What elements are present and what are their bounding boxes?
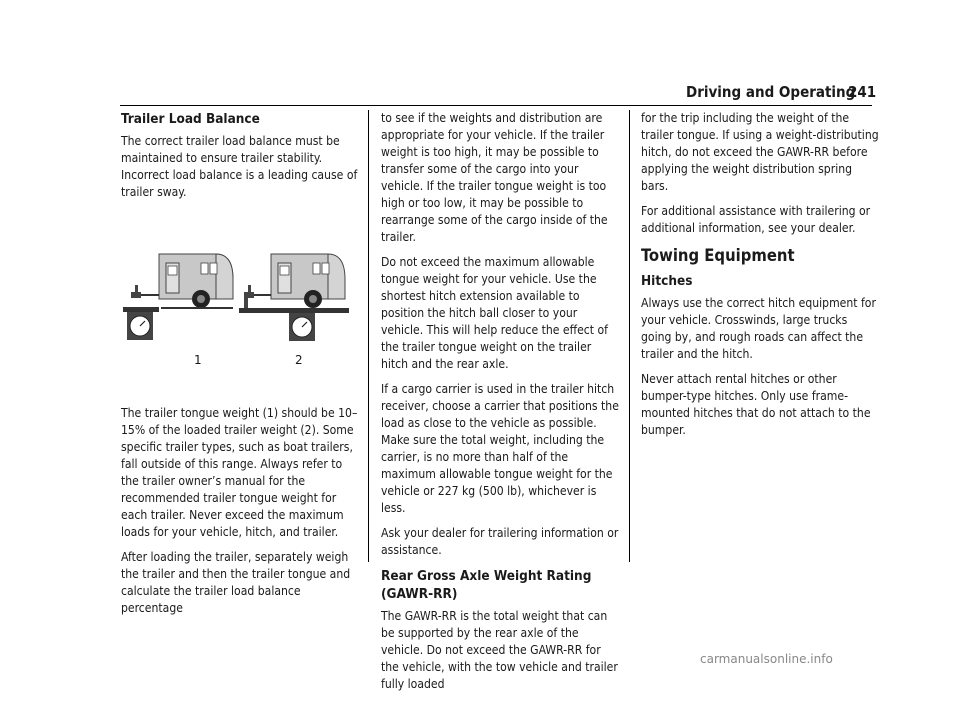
figure-label-2: 2 — [295, 353, 303, 367]
heading-trailer-load-balance: Trailer Load Balance — [121, 111, 260, 127]
column-3 — [641, 110, 881, 447]
paragraph: If a cargo carrier is used in the trailer hitch receiver, choose a carrier that positions the load as close to the vehicle as possible. Make sure the total weight, including the carrier, is no more than half of the maximum allowable tongue weight for the vehicle or 227 kg (500 lb), whichever is less. — [381, 382, 619, 515]
page-header — [0, 83, 960, 107]
header-rule — [120, 105, 872, 106]
column-2 — [381, 110, 621, 701]
heading-hitches: Hitches — [641, 273, 693, 289]
heading-towing-equipment: Towing Equipment — [641, 246, 795, 265]
trailer-illustration — [121, 209, 359, 399]
paragraph: Always use the correct hitch equipment for your vehicle. Crosswinds, large trucks going by, and rough roads can affect the trailer and the hitch. — [641, 296, 876, 361]
page-number: 241 — [848, 83, 877, 101]
column-1 — [121, 110, 359, 625]
heading-gawr-rr: Rear Gross Axle Weight Rating (GAWR-RR) — [381, 568, 592, 602]
column-divider-2 — [629, 110, 630, 562]
column-divider-1 — [368, 110, 369, 562]
section-title: Driving and Operating — [686, 83, 856, 101]
paragraph: The trailer tongue weight (1) should be 10–15% of the loaded trailer weight (2). Some specific trailer types, such as boat trailers, fall outside of this range. Always refer to the trailer owner’s manual for the recommended trailer tongue weight for each trailer. Never exceed the maximum loads for your vehicle, hitch, and trailer. — [121, 406, 358, 539]
paragraph: After loading the trailer, separately weigh the trailer and then the trailer tongue and calculate the trailer load balance percentage — [121, 550, 351, 615]
paragraph: for the trip including the weight of the trailer tongue. If using a weight-distributing hitch, do not exceed the GAWR-RR before applying the weight distribution spring bars. — [641, 111, 879, 193]
trailer-2-illustration — [239, 254, 349, 341]
paragraph: Do not exceed the maximum allowable tongue weight for your vehicle. Use the shortest hitch extension available to position the hitch ball closer to your vehicle. This will help reduce the effect of the trailer tongue weight on the trailer hitch and the rear axle. — [381, 255, 608, 371]
figure-label-1: 1 — [194, 353, 202, 367]
watermark: carmanualsonline.info — [700, 652, 833, 666]
paragraph: For additional assistance with trailering or additional information, see your dealer. — [641, 204, 871, 235]
paragraph: to see if the weights and distribution are appropriate for your vehicle. If the trailer weight is too high, it may be possible to transfer some of the cargo into your vehicle. If the trailer tongue weight is too high or too low, it may be possible to rearrange some of the cargo inside of the trailer. — [381, 111, 608, 244]
paragraph: The correct trailer load balance must be maintained to ensure trailer stability. Incorrect load balance is a leading cause of trailer sway. — [121, 134, 358, 199]
trailer-load-figure — [121, 209, 359, 399]
trailer-1-illustration — [123, 254, 233, 340]
paragraph: Ask your dealer for trailering information or assistance. — [381, 526, 619, 557]
paragraph: Never attach rental hitches or other bumper-type hitches. Only use frame-mounted hitches that do not attach to the bumper. — [641, 372, 871, 437]
paragraph: The GAWR-RR is the total weight that can be supported by the rear axle of the vehicle. Do not exceed the GAWR-RR for the vehicle, with the tow vehicle and trailer fully loaded — [381, 609, 618, 691]
